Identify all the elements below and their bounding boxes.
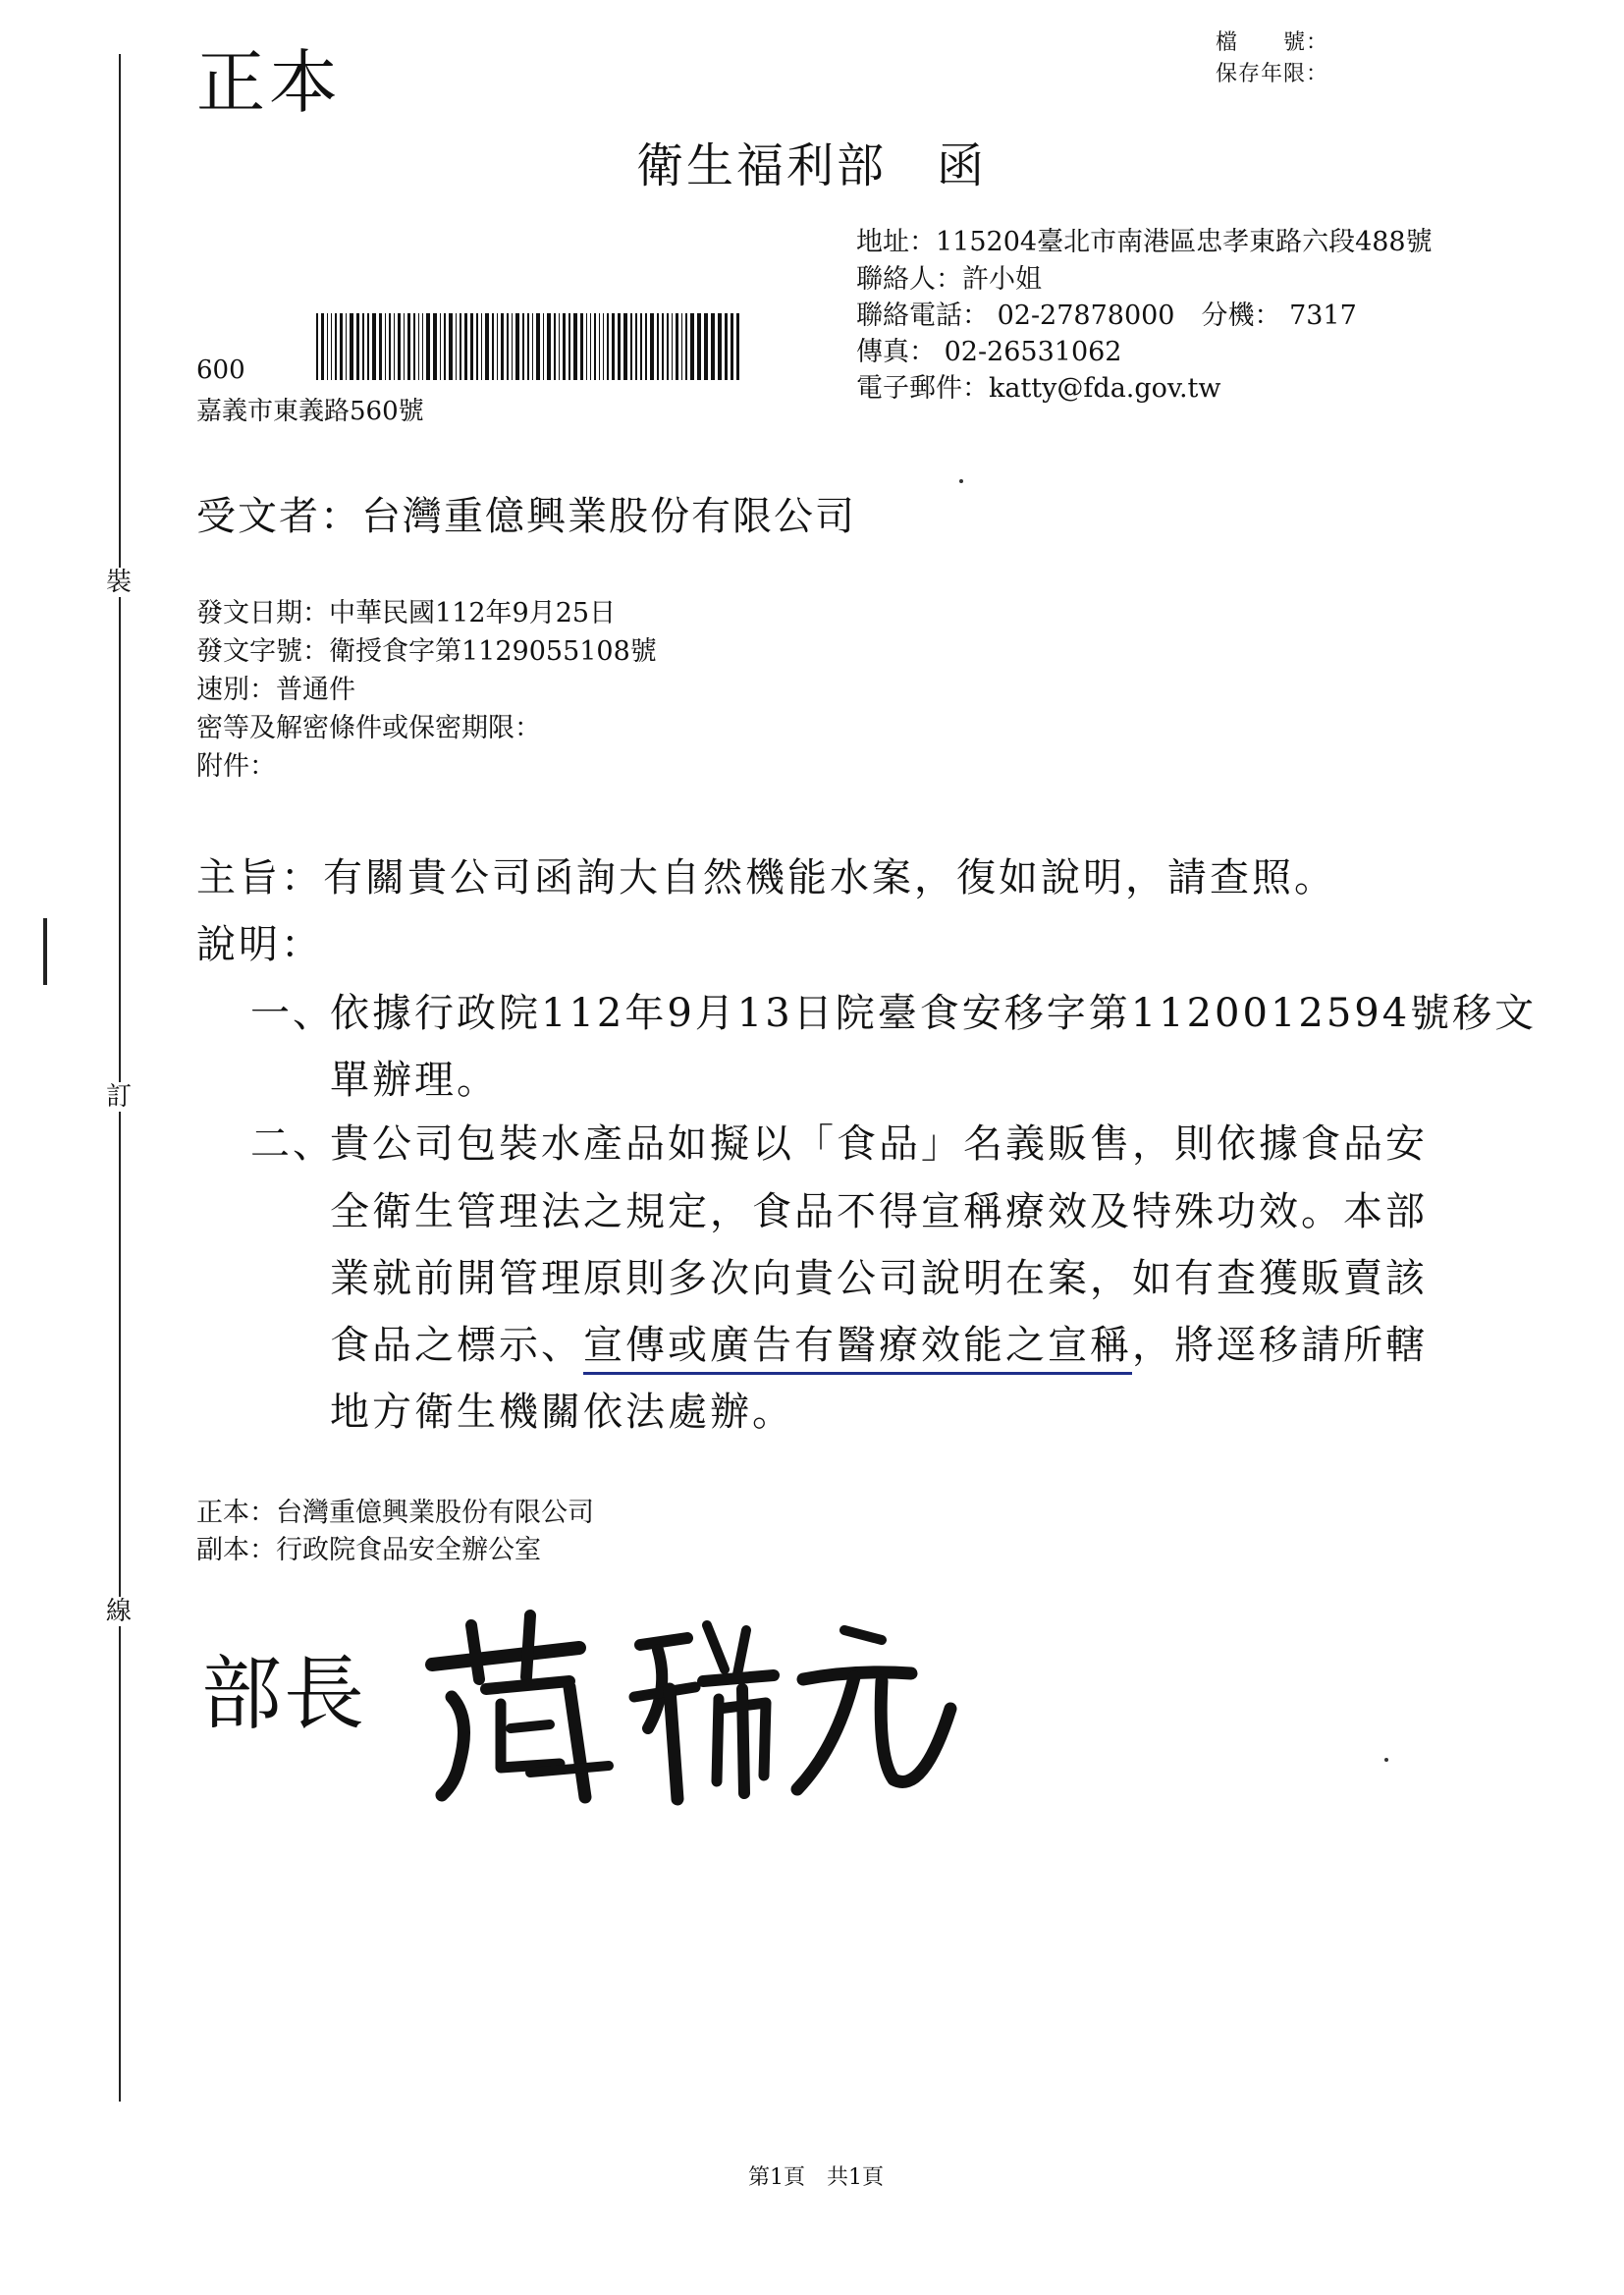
contact-email: 電子郵件：katty@fda.gov.tw (856, 373, 1221, 404)
barcode-bar (543, 313, 544, 380)
barcode-bar (331, 313, 332, 380)
document-number: 發文字號：衛授食字第1129055108號 (196, 636, 657, 667)
barcode-bar (367, 313, 369, 380)
barcode-bar (327, 313, 328, 380)
barcode-bar (623, 313, 627, 380)
barcode-bar (640, 313, 642, 380)
barcode-bar (346, 313, 347, 380)
item-text-line: 貴公司包裝水產品如擬以「食品」名義販售，則依據食品安 (330, 1121, 1428, 1167)
barcode-bar (594, 313, 596, 380)
barcode-bar (389, 313, 391, 380)
contact-person: 聯絡人：許小姐 (856, 264, 1042, 295)
barcode-bar (497, 313, 498, 380)
barcode-bar (470, 313, 473, 380)
barcode-bar (456, 313, 457, 380)
barcode-bar (379, 313, 382, 380)
barcode-bar (672, 313, 673, 380)
agency-title: 衛生福利部 函 (636, 138, 988, 193)
barcode-bar (460, 313, 461, 380)
contact-address: 地址：115204臺北市南港區忠孝東路六段488號 (856, 227, 1433, 257)
mailing-barcode (316, 313, 745, 380)
barcode-bar (426, 313, 430, 380)
barcode-bar (580, 313, 583, 380)
item-text-line: 依據行政院112年9月13日院臺食安移字第1120012594號移文 (330, 991, 1538, 1036)
binding-mark-xian: 線 (106, 1597, 133, 1626)
item-text-before: 食品之標示、 (330, 1323, 583, 1368)
barcode-bar (512, 313, 513, 380)
item-text-line: 全衛生管理法之規定，食品不得宣稱療效及特殊功效。本部 (330, 1189, 1428, 1234)
underlined-phrase: 宣傳或廣告有醫療效能之宣稱 (583, 1323, 1132, 1375)
contact-phone: 聯絡電話： 02-27878000 分機： 7317 (856, 301, 1357, 331)
item-text-after: ，將逕移請所轄 (1132, 1323, 1428, 1368)
contact-fax: 傳真： 02-26531062 (856, 337, 1122, 367)
barcode-bar (340, 313, 343, 380)
barcode-bar (418, 313, 419, 380)
barcode-bar (736, 313, 739, 380)
barcode-bar (485, 313, 489, 380)
barcode-bar (433, 313, 437, 380)
barcode-bar (522, 313, 524, 380)
copy-recipient: 副本：行政院食品安全辦公室 (196, 1535, 541, 1565)
barcode-bar (321, 313, 324, 380)
barcode-bar (515, 313, 519, 380)
binding-mark-zhuang: 裝 (106, 568, 133, 597)
barcode-bar (372, 313, 376, 380)
barcode-bar (449, 313, 453, 380)
barcode-bar (362, 313, 364, 380)
file-number-label: 檔 號： (1216, 30, 1329, 55)
barcode-bar (650, 313, 654, 380)
item-text-line (330, 1314, 1428, 1370)
barcode-bar (645, 313, 647, 380)
barcode-bar (501, 313, 504, 380)
postal-code: 600 (196, 355, 245, 385)
barcode-bar (685, 313, 687, 380)
barcode-bar (718, 313, 722, 380)
barcode-bar (422, 313, 423, 380)
barcode-bar (662, 313, 664, 380)
barcode-bar (398, 313, 401, 380)
explanation-label: 說明： (196, 922, 323, 967)
scan-speck (1384, 1758, 1388, 1762)
barcode-bar (356, 313, 359, 380)
barcode-bar (481, 313, 482, 380)
barcode-bar (444, 313, 446, 380)
copy-mark: 正本 (196, 42, 342, 123)
barcode-bar (586, 313, 587, 380)
page-number: 第1頁 共1頁 (748, 2165, 884, 2190)
barcode-bar (407, 313, 410, 380)
barcode-bar (568, 313, 570, 380)
barcode-bar (573, 313, 577, 380)
mailing-address: 嘉義市東義路560號 (196, 397, 424, 426)
barcode-bar (618, 313, 621, 380)
delivery-speed: 速別：普通件 (196, 675, 355, 705)
item-text-line: 地方衛生機關依法處辦。 (330, 1390, 794, 1435)
barcode-bar (711, 313, 715, 380)
attachment: 附件： (196, 751, 276, 782)
barcode-bar (413, 313, 415, 380)
barcode-bar (607, 313, 609, 380)
item-number: 二、 (250, 1121, 335, 1167)
retention-label: 保存年限： (1216, 62, 1329, 86)
binding-mark-ding: 訂 (106, 1082, 133, 1112)
barcode-bar (404, 313, 405, 380)
barcode-bar (394, 313, 395, 380)
barcode-bar (464, 313, 467, 380)
barcode-bar (527, 313, 529, 380)
barcode-bar (725, 313, 728, 380)
scan-speck (959, 479, 963, 483)
barcode-bar (440, 313, 441, 380)
barcode-bar (385, 313, 386, 380)
item-number: 一、 (250, 991, 335, 1036)
barcode-bar (603, 313, 604, 380)
barcode-bar (590, 313, 591, 380)
barcode-bar (681, 313, 682, 380)
barcode-bar (554, 313, 556, 380)
security-level: 密等及解密條件或保密期限： (196, 713, 541, 743)
scan-mark (43, 918, 47, 985)
barcode-bar (690, 313, 694, 380)
barcode-bar (676, 313, 678, 380)
barcode-bar (476, 313, 478, 380)
barcode-bar (563, 313, 566, 380)
barcode-bar (536, 313, 540, 380)
subject-line: 主旨：有關貴公司函詢大自然機能水案，復如說明，請查照。 (196, 855, 1336, 901)
binding-margin-line (119, 54, 121, 2102)
signatory-title: 部長 (201, 1648, 367, 1741)
barcode-bar (667, 313, 669, 380)
barcode-bar (612, 313, 615, 380)
barcode-bar (547, 313, 551, 380)
barcode-bar (532, 313, 533, 380)
barcode-bar (635, 313, 637, 380)
barcode-bar (697, 313, 701, 380)
item-text-line: 業就前開管理原則多次向貴公司說明在案，如有查獲販賣該 (330, 1256, 1428, 1301)
minister-signature (412, 1571, 962, 1817)
barcode-bar (316, 313, 318, 380)
barcode-bar (599, 313, 600, 380)
recipient: 受文者：台灣重億興業股份有限公司 (196, 494, 856, 539)
barcode-bar (350, 313, 353, 380)
original-recipient: 正本：台灣重億興業股份有限公司 (196, 1498, 594, 1528)
barcode-bar (731, 313, 733, 380)
barcode-bar (630, 313, 632, 380)
issue-date: 發文日期：中華民國112年9月25日 (196, 598, 617, 628)
barcode-bar (704, 313, 708, 380)
item-text-line: 單辦理。 (330, 1058, 499, 1103)
barcode-bar (492, 313, 494, 380)
barcode-bar (657, 313, 659, 380)
barcode-bar (507, 313, 509, 380)
barcode-bar (335, 313, 337, 380)
barcode-bar (559, 313, 560, 380)
